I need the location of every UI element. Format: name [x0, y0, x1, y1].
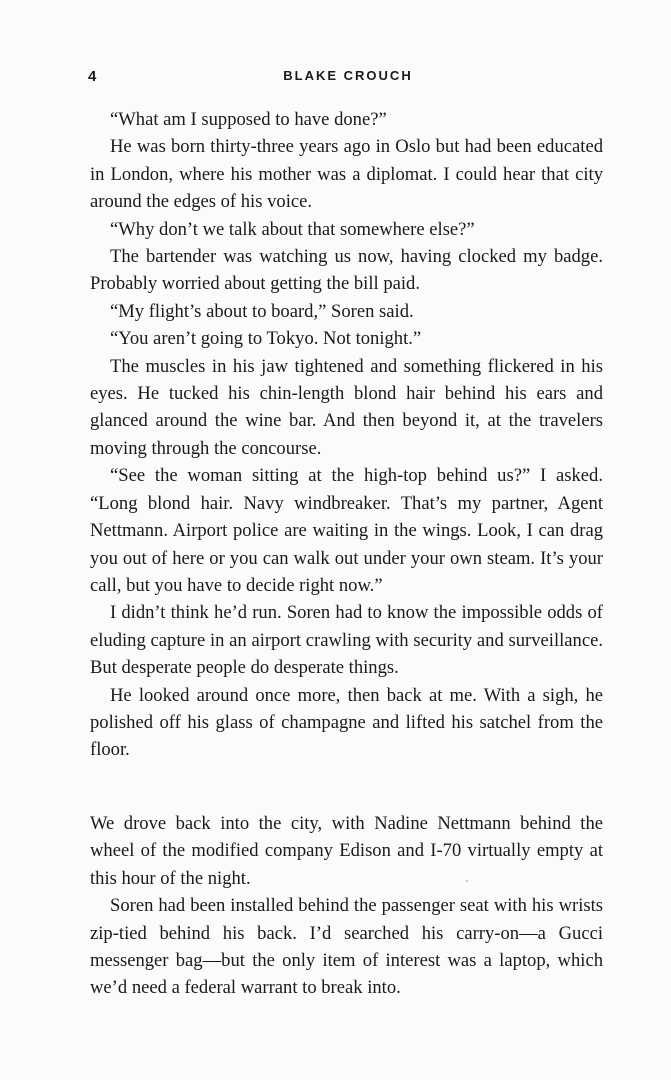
running-head-author: BLAKE CROUCH	[283, 68, 413, 83]
text-section-one	[90, 106, 603, 764]
paragraph: We drove back into the city, with Nadine Nettmann behind the wheel of the modified company Edison and I-70 virtually empty at this hour of the night.	[90, 813, 603, 889]
paragraph: “You aren’t going to Tokyo. Not tonight.”	[110, 328, 422, 350]
paragraph: Soren had been installed behind the passenger seat with his wrists zip-tied behind his back. I’d searched his carry-on—a Gucci messenger bag—but the only item of interest was a laptop, which we’d need a federal warrant to break into.	[90, 895, 603, 999]
paragraph: “Why don’t we talk about that somewhere else?”	[110, 218, 475, 240]
paper-speck	[466, 880, 468, 882]
paragraph: The bartender was watching us now, having clocked my badge. Probably worried about getting the bill paid.	[90, 246, 603, 295]
paragraph: “My flight’s about to board,” Soren said.	[110, 300, 414, 322]
page-number: 4	[88, 68, 97, 85]
paragraph: The muscles in his jaw tightened and something flickered in his eyes. He tucked his chin-length blond hair behind his ears and glanced around the wine bar. And then beyond it, at the travelers moving through the concourse.	[90, 355, 603, 459]
page-header	[88, 68, 608, 88]
paragraph: “What am I supposed to have done?”	[110, 109, 387, 130]
paragraph: “See the woman sitting at the high-top behind us?” I asked. “Long blond hair. Navy windbreaker. That’s my partner, Agent Nettmann. Airport police are waiting in the wings. Look, I can drag you out of here or you can walk out under your own steam. It’s your call, but you have to decide right now.”	[90, 465, 603, 596]
paragraph: He was born thirty-three years ago in Oslo but had been educated in London, where his mother was a diplomat. I could hear that city around the edges of his voice.	[90, 136, 603, 213]
paragraph: I didn’t think he’d run. Soren had to know the impossible odds of eluding capture in an airport crawling with security and surveillance. But desperate people do desperate things.	[90, 602, 603, 679]
paragraph: He looked around once more, then back at me. With a sigh, he polished off his glass of champagne and lifted his satchel from the floor.	[90, 684, 603, 761]
text-section-two	[90, 810, 603, 1002]
